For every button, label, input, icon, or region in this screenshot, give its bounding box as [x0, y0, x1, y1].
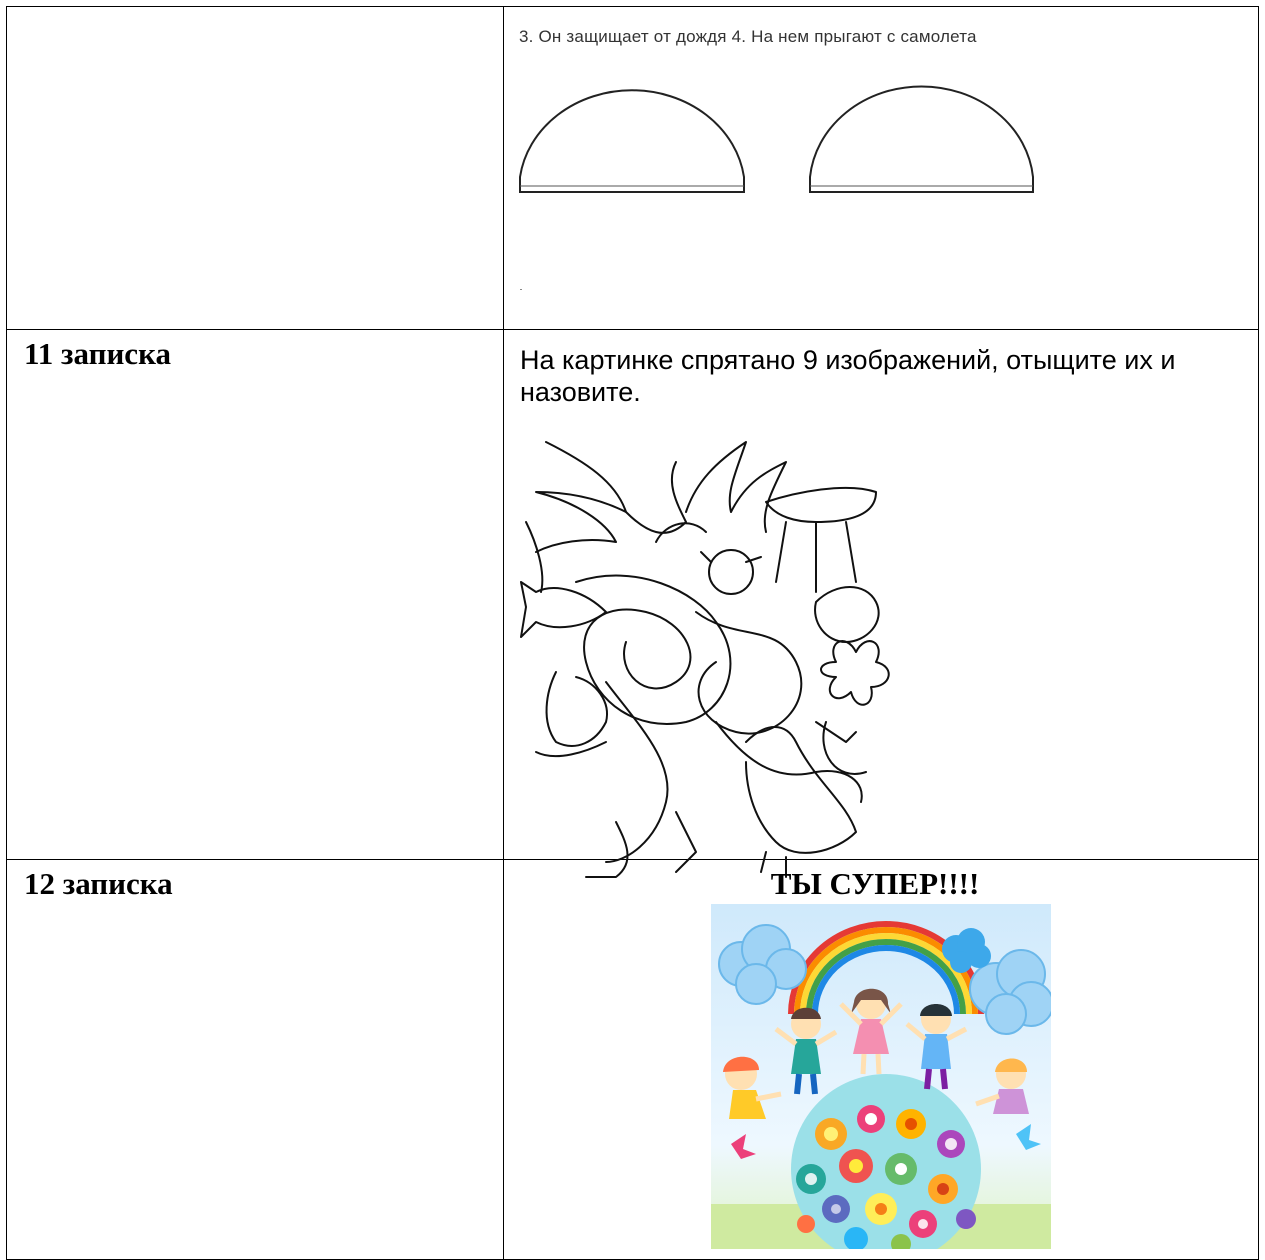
content-cell	[504, 860, 1259, 1260]
note-label: 12 записка	[24, 866, 173, 901]
label-cell	[7, 7, 504, 330]
notes-table	[6, 6, 1259, 1260]
stray-dot	[520, 289, 522, 290]
note-label	[7, 7, 503, 13]
riddle-caption: 3. Он защищает от дождя 4. На нем прыгают с самолета	[519, 27, 977, 46]
semicircle-drawings	[516, 77, 1046, 207]
kids-on-globe-illustration	[711, 904, 1051, 1249]
semicircle-left	[520, 90, 744, 192]
label-cell	[7, 860, 504, 1260]
table-row	[7, 7, 1259, 330]
task-text: На картинке спрятано 9 изображений, отыщите их и назовите.	[520, 345, 1176, 407]
label-cell	[7, 330, 504, 860]
table-row	[7, 860, 1259, 1260]
hidden-pictures-drawing	[516, 422, 896, 882]
note-label: 11 записка	[24, 336, 171, 371]
table-row	[7, 330, 1259, 860]
content-cell	[504, 7, 1259, 330]
semicircle-right	[810, 86, 1033, 192]
content-cell	[504, 330, 1259, 860]
super-title: ТЫ СУПЕР!!!!	[770, 866, 980, 901]
